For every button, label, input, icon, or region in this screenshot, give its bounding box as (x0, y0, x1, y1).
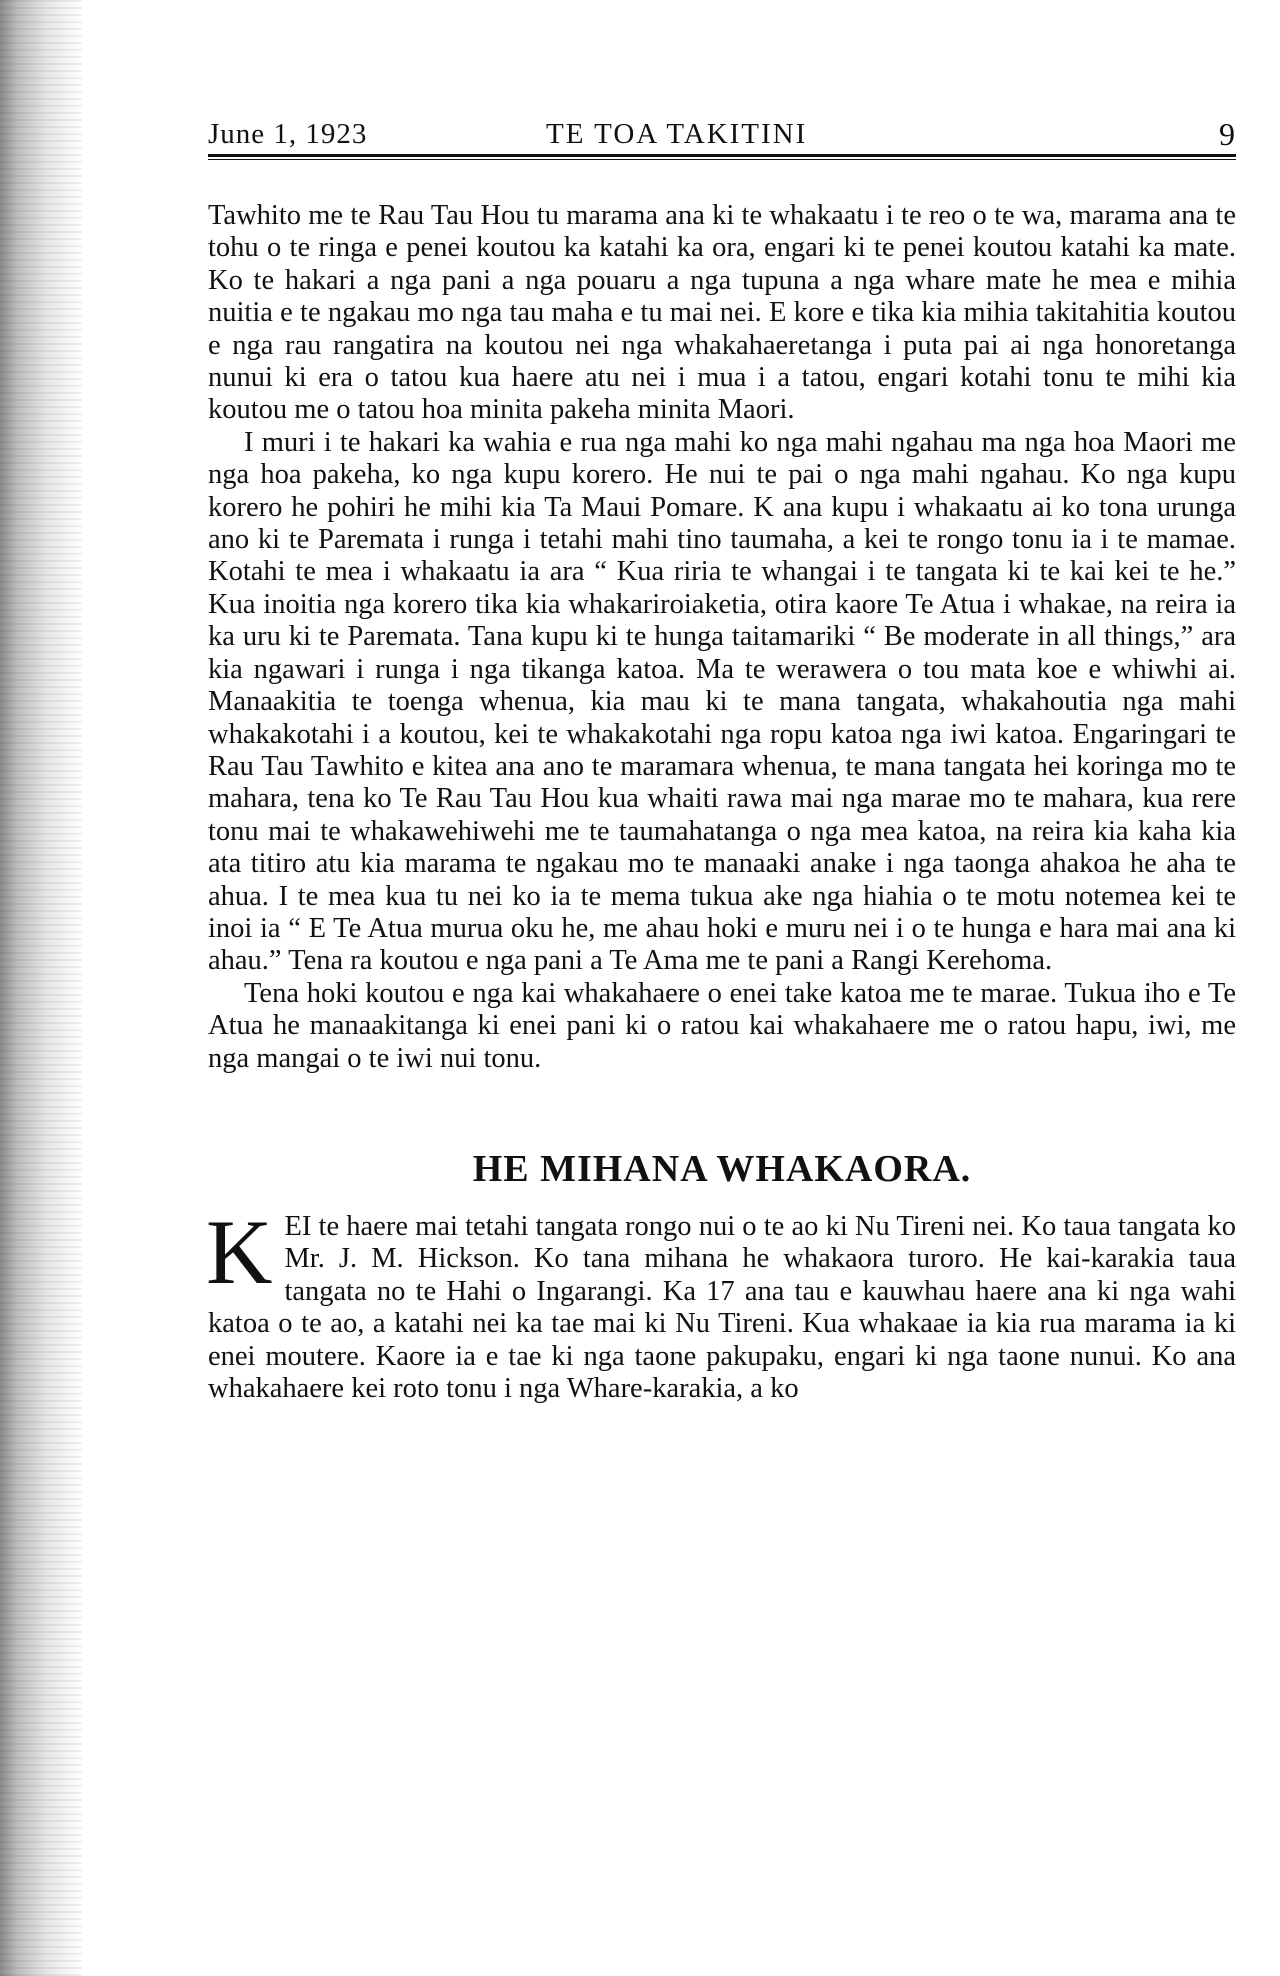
publication-title: TE TOA TAKITINI (546, 118, 808, 150)
drop-cap: K (206, 1200, 273, 1303)
header-rule (208, 154, 1236, 160)
article-paragraph: Tawhito me te Rau Tau Hou tu marama ana ki te whakaatu i te reo o te wa, marama ana te tohu o te ringa e penei koutou ka katahi ka ora, engari ki te penei koutou katahi ka mate. Ko te hakari a nga pani a nga pouaru a nga tupuna a nga whare mate he mea e mihia nuitia e te ngakau mo nga tau maha e tu mai nei. E kore e tika kia mihia takitahitia koutou e nga rau rangatira na koutou nei nga whakahaeretanga i puta pai ai nga honoretanga nunui ki era o tatou kua haere atu nei i mua i a tatou, engari kotahi tonu te mihi kia koutou me o tatou hoa minita pakeha minita Maori. (208, 200, 1236, 426)
article-paragraph: I muri i te hakari ka wahia e rua nga mahi ko nga mahi ngahau ma nga hoa Maori me nga hoa pakeha, ko nga kupu korero. He nui te pai o nga mahi ngahau. Ko nga kupu korero he pohiri he mihi kia Ta Maui Pomare. K ana kupu i whakaatu ai ko tona urunga ano ki te Paremata i runga i tetahi mahi tino taumaha, a kei te rongo tonu ia i te mamae. Kotahi te mea i whakaatu ia ara “ Kua riria te whangai i te tangata ki te kai kei te he.” Kua inoitia nga korero tika kia whakariroiaketia, otira kaore Te Atua i whakae, na reira ia ka uru ki te Paremata. Tana kupu ki te hunga taitamariki “ Be moderate in all things,” ara kia ngawari i runga i nga tikanga katoa. Ma te werawera o tou mata koe e whiwhi ai. Manaakitia te toenga whenua, kia mau ki te mana tangata, whakahoutia nga mahi whakakotahi i a koutou, kei te whakakotahi nga ropu katoa nga iwi katoa. Engaringari te Rau Tau Tawhito e kitea ana ano te maramara whenua, te mana tangata hei koringa mo te mahara, tena ko Te Rau Tau Hou kua whaiti rawa mai nga marae mo te mahara, kua rere tonu mai te whakawehiwehi me te taumahatanga o nga mea katoa, na reira kia kaha kia ata titiro atu kia marama te ngakau mo te manaaki anake i nga taonga ahakoa he aha te ahua. I te mea kua tu nei ko ia te mema tukua ake nga hiahia o te motu notemea kei te inoi ia “ E Te Atua murua oku he, me ahau hoki e muru nei i o te hunga e hara mai ana ki ahau.” Tena ra koutou e nga pani a Te Ama me te pani a Rangi Kerehoma. (208, 426, 1236, 977)
page-binding-edge (0, 0, 82, 1976)
running-header (208, 112, 1236, 152)
newspaper-page (208, 112, 1236, 1405)
section-paragraph (206, 1200, 1236, 1405)
article-body (208, 200, 1236, 1075)
issue-date: June 1, 1923 (208, 118, 368, 150)
section-heading: HE MIHANA WHAKAORA. (472, 1147, 972, 1190)
page-number: 9 (1219, 116, 1236, 152)
article-paragraph: Tena hoki koutou e nga kai whakahaere o enei take katoa me te marae. Tukua iho e Te Atua he manaakitanga ki enei pani ki o ratou kai whakahaere me o ratou hapu, iwi, me nga mangai o te iwi nui tonu. (208, 977, 1236, 1074)
section-paragraph-text: EI te haere mai tetahi tangata rongo nui o te ao ki Nu Tireni nei. Ko taua tangata ko Mr. J. M. Hickson. Ko tana mihana he whakaora turoro. He kai-karakia taua tangata no te Hahi o Ingarangi. Ka 17 ana tau e kauwhau haere ana ki nga wahi katoa o te ao, a katahi nei ka tae mai ki Nu Tireni. Kua whakaae ia kia rua marama ia ki enei moutere. Kaore ia e tae ki nga taone pakupaku, engari ki nga taone nunui. Ko ana whakahaere kei roto tonu i nga Whare-karakia, a ko (208, 1210, 1236, 1404)
